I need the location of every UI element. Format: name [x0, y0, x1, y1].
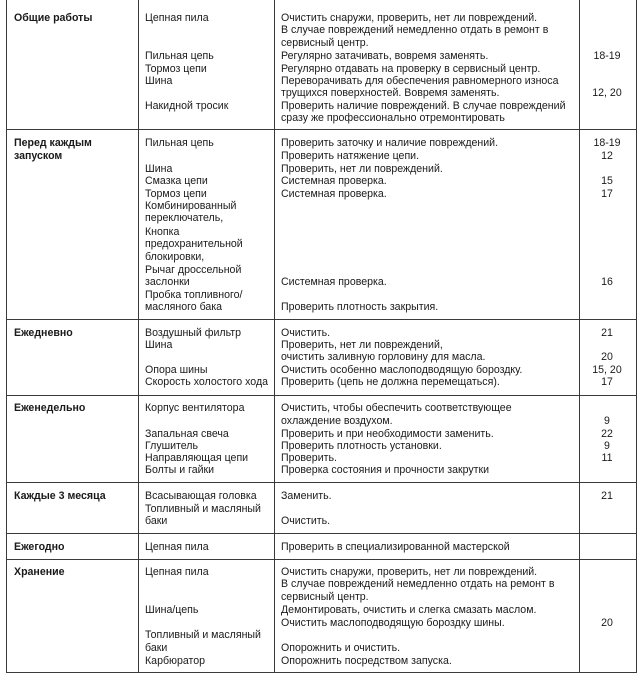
action: Проверить натяжение цепи. [281, 150, 420, 162]
action: Очистить. [281, 327, 331, 339]
action: очистить заливную горловину для масла. [281, 351, 486, 363]
page-ref: 15, 20 [592, 364, 622, 376]
action: Системная проверка. [281, 188, 387, 200]
page-ref: 20 [601, 351, 613, 363]
row-divider [6, 319, 637, 320]
column-divider [274, 0, 275, 672]
row-divider [6, 533, 637, 534]
item: переключатель, [145, 212, 224, 224]
item: баки [145, 642, 168, 654]
section-title: Перед каждым [14, 137, 92, 149]
item: Тормоз цепи [145, 188, 207, 200]
item: Шина [145, 339, 173, 351]
action: Опорожнить посредством запуска. [281, 655, 452, 667]
page-ref: 22 [601, 428, 613, 440]
section-title: Хранение [14, 566, 65, 578]
section-title: Ежедневно [14, 327, 73, 339]
section-title: запуском [14, 150, 63, 162]
item: Смазка цепи [145, 175, 208, 187]
action: Регулярно затачивать, вовремя заменять. [281, 50, 489, 62]
page-ref: 15 [601, 175, 613, 187]
action: трущихся поверхностей. Вовремя заменять. [281, 87, 500, 99]
column-divider [579, 0, 580, 672]
action: Проверить (цепь не должна перемещаться). [281, 376, 500, 388]
row-divider [6, 559, 637, 560]
action: Очистить. [281, 515, 331, 527]
action: Очистить снаружи, проверить, нет ли повреждений. [281, 566, 538, 578]
action: Системная проверка. [281, 276, 387, 288]
item: предохранительной [145, 238, 243, 250]
page-ref: 17 [601, 376, 613, 388]
page-ref: 18-19 [593, 50, 621, 62]
action: Проверить и при необходимости заменить. [281, 428, 494, 440]
table-border-left [6, 0, 7, 672]
action: Проверить плотность установки. [281, 440, 442, 452]
action: Проверить заточку и наличие повреждений. [281, 137, 499, 149]
item: Корпус вентилятора [145, 402, 245, 414]
page-ref: 21 [601, 327, 613, 339]
item: баки [145, 515, 168, 527]
item: Карбюратор [145, 655, 206, 667]
action: Переворачивать для обеспечения равномерного износа [281, 75, 559, 87]
item: Шина [145, 163, 173, 175]
action: Очистить, чтобы обеспечить соответствующее [281, 402, 512, 414]
page-ref: 20 [601, 617, 613, 629]
item: Болты и гайки [145, 464, 215, 476]
action: В случае повреждений немедленно отдать в ремонт в [281, 24, 549, 36]
action: Очистить снаружи, проверить, нет ли повреждений. [281, 12, 538, 24]
column-divider [138, 0, 139, 672]
page-ref: 12, 20 [592, 87, 622, 99]
item: Шина/цепь [145, 604, 199, 616]
action: Проверить в специализированной мастерской [281, 541, 510, 553]
action: Проверить. [281, 452, 337, 464]
section-title: Ежегодно [14, 541, 65, 553]
item: Всасывающая головка [145, 490, 257, 502]
item: заслонки [145, 276, 190, 288]
action: Опорожнить и очистить. [281, 642, 401, 654]
page-ref: 17 [601, 188, 613, 200]
item: Воздушный фильтр [145, 327, 242, 339]
item: Цепная пила [145, 541, 209, 553]
item: Пильная цепь [145, 50, 214, 62]
action: сервисный центр. [281, 37, 369, 49]
item: Глушитель [145, 440, 199, 452]
item: Топливный и масляный [145, 629, 261, 641]
item: Цепная пила [145, 566, 209, 578]
item: Направляющая цепи [145, 452, 249, 464]
item: блокировки, [145, 251, 205, 263]
action: Проверить плотность закрытия. [281, 301, 439, 313]
row-divider [6, 482, 637, 483]
row-divider [6, 129, 637, 130]
section-title: Каждые 3 месяца [14, 490, 106, 502]
action: Очистить маслоподводящую бороздку шины. [281, 617, 505, 629]
item: Тормоз цепи [145, 63, 207, 75]
action: Проверить, нет ли повреждений. [281, 163, 443, 175]
item: масляного бака [145, 301, 223, 313]
action: Проверить, нет ли повреждений, [281, 339, 443, 351]
page-ref: 21 [601, 490, 613, 502]
item: Комбинированный [145, 200, 237, 212]
item: Шина [145, 75, 173, 87]
action: охлаждение воздухом. [281, 415, 393, 427]
action: сразу же профессионально отремонтировать [281, 112, 505, 124]
action: Проверка состояния и прочности закрутки [281, 464, 490, 476]
item: Кнопка [145, 226, 180, 238]
page-ref: 12 [601, 150, 613, 162]
table-border-bottom [6, 672, 637, 673]
action: Демонтировать, очистить и слегка смазать маслом. [281, 604, 537, 616]
page-ref: 18-19 [593, 137, 621, 149]
action: Системная проверка. [281, 175, 387, 187]
item: Пробка топливного/ [145, 289, 243, 301]
action: Очистить особенно маслоподводящую бороздку. [281, 364, 523, 376]
item: Рычаг дроссельной [145, 264, 242, 276]
page-ref: 9 [604, 440, 610, 452]
action: сервисный центр. [281, 591, 369, 603]
page-ref: 16 [601, 276, 613, 288]
action: Заменить. [281, 490, 332, 502]
action: Проверить наличие повреждений. В случае повреждений [281, 100, 566, 112]
item: Топливный и масляный [145, 503, 261, 515]
section-title: Общие работы [14, 12, 93, 24]
item: Опора шины [145, 364, 208, 376]
page-ref: 9 [604, 415, 610, 427]
item: Пильная цепь [145, 137, 214, 149]
action: Регулярно отдавать на проверку в сервисный центр. [281, 63, 541, 75]
section-title: Еженедельно [14, 402, 86, 414]
page-ref: 11 [601, 452, 613, 464]
row-divider [6, 395, 637, 396]
item: Цепная пила [145, 12, 209, 24]
item: Накидной тросик [145, 100, 229, 112]
item: Скорость холостого хода [145, 376, 269, 388]
item: Запальная свеча [145, 428, 229, 440]
action: В случае повреждений немедленно отдать на ремонт в [281, 578, 555, 590]
